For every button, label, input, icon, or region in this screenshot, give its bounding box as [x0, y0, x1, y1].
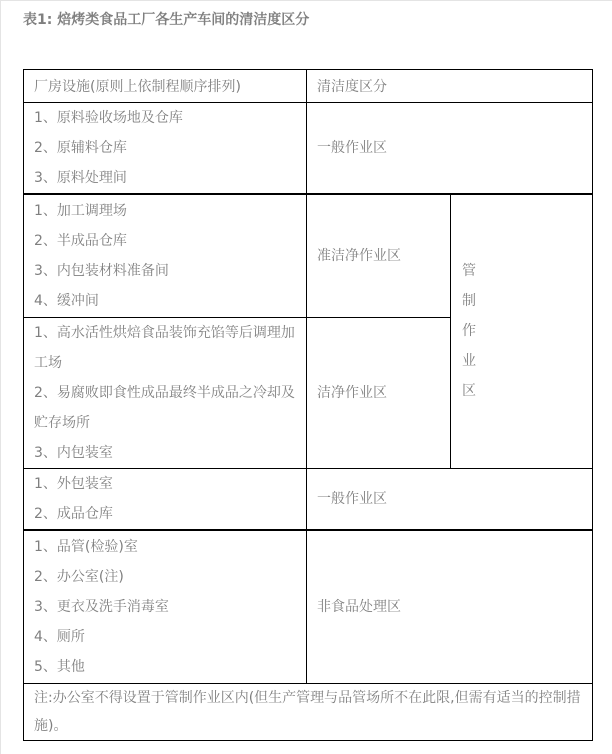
facility-item: 1、品管(检验)室 — [34, 538, 138, 555]
facility-item: 2、原辅料仓库 — [34, 140, 127, 156]
zone-cell-quasi-clean: 准洁净作业区 — [307, 194, 451, 317]
table-row-raw-materials — [24, 103, 593, 195]
table-note: 注:办公室不得设置于管制作业区内(但生产管理与品管场所不在此限,但需有适当的控制措施)。 — [24, 683, 593, 740]
facility-item: 3、原料处理间 — [34, 170, 127, 186]
table-header-row — [24, 70, 593, 103]
facilities-cell-clean-area — [24, 317, 307, 468]
table-row-processing — [24, 194, 593, 317]
zone-cell-controlled-group — [451, 194, 593, 468]
controlled-zone-vertical-label: 管制作业区 — [462, 263, 477, 400]
facility-item: 1、原料验收场地及仓库 — [34, 110, 183, 126]
facility-item: 2、半成品仓库 — [34, 232, 127, 249]
table-note-row — [24, 683, 593, 740]
facility-item: 3、内包装室 — [34, 444, 113, 461]
facility-item: 5、其他 — [34, 658, 85, 675]
facility-item: 2、办公室(注) — [34, 568, 124, 585]
facility-item: 1、外包装室 — [34, 475, 113, 492]
facility-item: 3、内包装材料准备间 — [34, 262, 169, 279]
table-row-packaging — [24, 468, 593, 530]
header-zone: 清洁度区分 — [307, 70, 593, 103]
facility-item: 2、成品仓库 — [34, 505, 113, 522]
zone-cell-general-1: 一般作业区 — [307, 103, 593, 195]
facilities-cell-processing — [24, 194, 307, 317]
facility-item: 4、厕所 — [34, 628, 85, 645]
facilities-cell-raw-materials — [24, 103, 307, 195]
facilities-cell-non-food — [24, 530, 307, 683]
zone-cell-general-2: 一般作业区 — [307, 468, 593, 530]
table-row-non-food — [24, 530, 593, 683]
zone-cell-clean: 洁净作业区 — [307, 317, 451, 468]
cleanliness-zone-table — [23, 69, 593, 741]
header-facilities: 厂房设施(原则上依制程顺序排列) — [24, 70, 307, 103]
facility-item: 1、加工调理场 — [34, 202, 127, 219]
facility-item: 3、更衣及洗手消毒室 — [34, 598, 169, 615]
facilities-cell-packaging — [24, 468, 307, 530]
facility-item: 2、易腐败即食性成品最终半成品之冷却及贮存场所 — [34, 384, 295, 431]
facility-item: 4、缓冲间 — [34, 292, 99, 309]
page-title: 表1: 焙烤类食品工厂各生产车间的清洁度区分 — [23, 12, 310, 28]
facility-item: 1、高水活性烘焙食品装饰充馅等后调理加工场 — [34, 324, 295, 371]
zone-cell-non-food: 非食品处理区 — [307, 530, 593, 683]
